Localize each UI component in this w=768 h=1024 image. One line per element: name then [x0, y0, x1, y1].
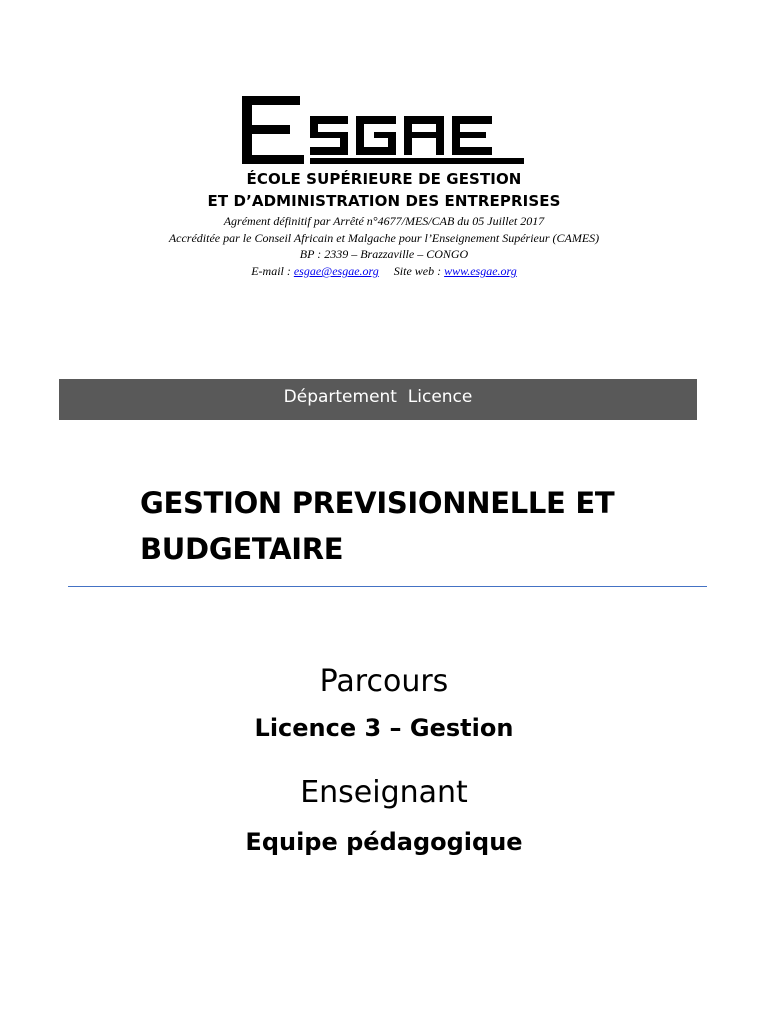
agrement-text: Agrément définitif par Arrêté n°4677/MES/CAB du 05 Juillet 2017 [223, 214, 545, 228]
logo-letter-e-middle [242, 125, 290, 134]
parcours-label: Parcours [319, 664, 449, 699]
logo-underline [310, 158, 524, 164]
esgae-logo [240, 94, 526, 166]
website-label: Site web : [393, 264, 445, 278]
logo-letter-e-bottom [242, 155, 304, 164]
logo-letter-a-bar [404, 132, 444, 138]
title-divider [68, 586, 707, 587]
enseignant-label: Enseignant [300, 775, 468, 810]
contact-line [0, 264, 768, 279]
parcours-value: Licence 3 – Gestion [254, 714, 514, 742]
website-link[interactable]: www.esgae.org [444, 264, 517, 278]
logo-letter-s-bottom [310, 147, 348, 155]
esgae-logo-graphic [240, 94, 526, 166]
accreditation-text: Accréditée par le Conseil Africain et Malgache pour l’Enseignement Supérieur (CAMES) [168, 231, 600, 245]
logo-letter-e2-middle [452, 132, 486, 138]
course-title-line1: GESTION PREVISIONNELLE ET [140, 486, 615, 520]
contact-spacer [379, 264, 394, 278]
department-banner: Département Licence [59, 379, 697, 420]
email-link[interactable]: esgae@esgae.org [293, 264, 379, 278]
logo-letter-e-top [242, 96, 300, 105]
enseignant-value: Equipe pédagogique [245, 828, 523, 856]
school-name-line1: ÉCOLE SUPÉRIEURE DE GESTION [246, 170, 522, 188]
course-title-line2: BUDGETAIRE [140, 532, 344, 566]
logo-letter-e2-bottom [452, 147, 492, 155]
email-label: E-mail : [251, 264, 294, 278]
school-name-line2: ET D’ADMINISTRATION DES ENTREPRISES [207, 192, 561, 210]
logo-letter-g-bar [374, 132, 396, 138]
logo-letter-e2-top [452, 116, 492, 124]
course-title [140, 480, 700, 572]
address-text: BP : 2339 – Brazzaville – CONGO [299, 247, 469, 261]
